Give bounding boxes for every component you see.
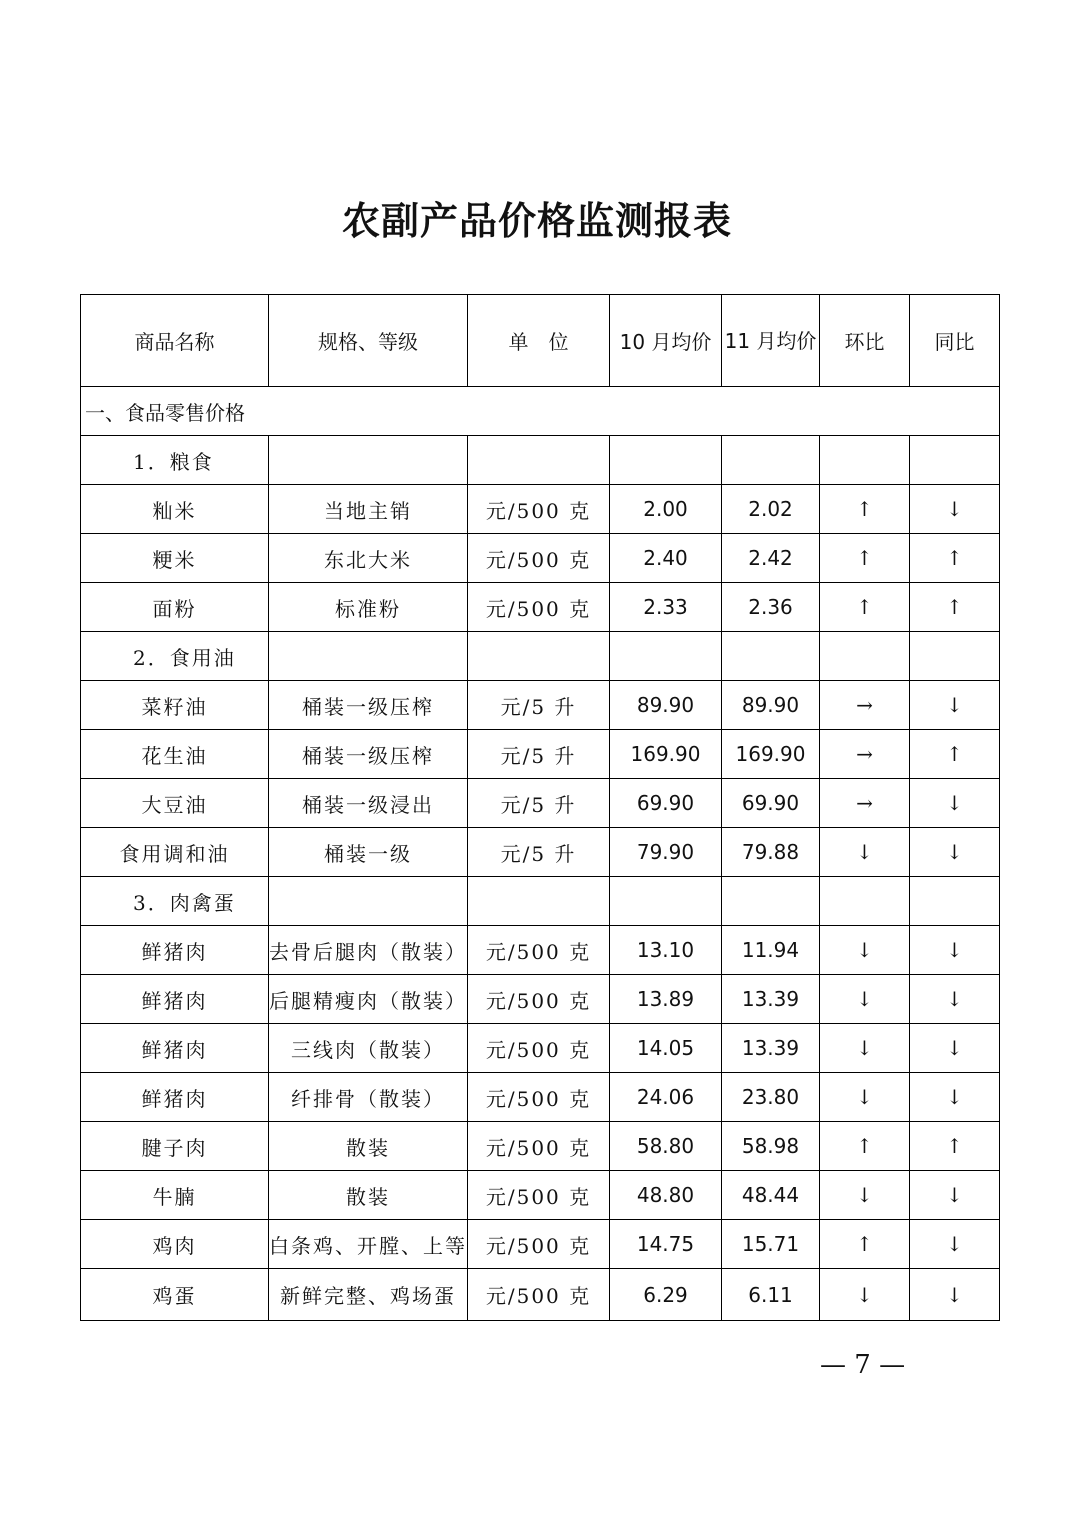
item-name: 鲜猪肉 — [81, 975, 269, 1024]
item-unit: 元/500 克 — [468, 1024, 610, 1073]
item-yoy-arrow: ↓ — [910, 1073, 1000, 1122]
item-unit: 元/500 克 — [468, 485, 610, 534]
item-mom-arrow: ↓ — [820, 828, 910, 877]
item-mom-arrow: → — [820, 779, 910, 828]
item-unit: 元/5 升 — [468, 681, 610, 730]
empty-cell — [722, 632, 820, 681]
table-row — [81, 534, 1000, 583]
item-yoy-arrow: ↓ — [910, 926, 1000, 975]
item-mom-arrow: ↓ — [820, 926, 910, 975]
item-unit: 元/500 克 — [468, 1220, 610, 1269]
item-unit: 元/500 克 — [468, 1269, 610, 1321]
item-name: 鸡肉 — [81, 1220, 269, 1269]
page-title: 农副产品价格监测报表 — [341, 198, 732, 243]
item-spec: 东北大米 — [269, 534, 468, 583]
empty-cell — [468, 436, 610, 485]
item-unit: 元/500 克 — [468, 926, 610, 975]
table-row — [81, 1220, 1000, 1269]
item-unit: 元/500 克 — [468, 975, 610, 1024]
item-name: 菜籽油 — [81, 681, 269, 730]
category-row — [81, 632, 1000, 681]
item-unit: 元/500 克 — [468, 1171, 610, 1220]
header-mom: 环比 — [820, 295, 910, 387]
item-spec: 散装 — [269, 1122, 468, 1171]
table-row — [81, 583, 1000, 632]
item-nov-price: 2.42 — [722, 534, 820, 583]
empty-cell — [910, 632, 1000, 681]
item-yoy-arrow: ↑ — [910, 583, 1000, 632]
empty-cell — [269, 436, 468, 485]
empty-cell — [610, 436, 722, 485]
item-name: 腱子肉 — [81, 1122, 269, 1171]
header-nov-price: 11 月均价 — [722, 295, 820, 387]
item-oct-price: 58.80 — [610, 1122, 722, 1171]
item-name: 粳米 — [81, 534, 269, 583]
header-unit: 单 位 — [468, 295, 610, 387]
item-name: 大豆油 — [81, 779, 269, 828]
item-oct-price: 13.10 — [610, 926, 722, 975]
item-spec: 当地主销 — [269, 485, 468, 534]
item-unit: 元/500 克 — [468, 534, 610, 583]
item-yoy-arrow: ↓ — [910, 1269, 1000, 1321]
category-name: 1．粮食 — [81, 436, 269, 485]
header-spec: 规格、等级 — [269, 295, 468, 387]
item-oct-price: 169.90 — [610, 730, 722, 779]
table-row — [81, 779, 1000, 828]
item-mom-arrow: ↓ — [820, 975, 910, 1024]
header-oct-price: 10 月均价 — [610, 295, 722, 387]
item-nov-price: 169.90 — [722, 730, 820, 779]
item-yoy-arrow: ↑ — [910, 1122, 1000, 1171]
item-mom-arrow: ↓ — [820, 1269, 910, 1321]
item-mom-arrow: ↓ — [820, 1024, 910, 1073]
table-row — [81, 1171, 1000, 1220]
item-yoy-arrow: ↑ — [910, 730, 1000, 779]
item-mom-arrow: ↑ — [820, 485, 910, 534]
item-oct-price: 14.05 — [610, 1024, 722, 1073]
item-oct-price: 48.80 — [610, 1171, 722, 1220]
item-yoy-arrow: ↓ — [910, 1171, 1000, 1220]
empty-cell — [820, 436, 910, 485]
empty-cell — [722, 877, 820, 926]
item-yoy-arrow: ↓ — [910, 681, 1000, 730]
section-row — [81, 387, 1000, 436]
item-oct-price: 14.75 — [610, 1220, 722, 1269]
item-spec: 散装 — [269, 1171, 468, 1220]
table-row — [81, 1024, 1000, 1073]
item-oct-price: 2.40 — [610, 534, 722, 583]
item-nov-price: 2.36 — [722, 583, 820, 632]
table-row — [81, 975, 1000, 1024]
item-oct-price: 13.89 — [610, 975, 722, 1024]
item-name: 面粉 — [81, 583, 269, 632]
empty-cell — [610, 632, 722, 681]
item-mom-arrow: → — [820, 730, 910, 779]
item-oct-price: 2.00 — [610, 485, 722, 534]
item-spec: 三线肉（散装） — [269, 1024, 468, 1073]
item-mom-arrow: ↑ — [820, 1122, 910, 1171]
item-unit: 元/500 克 — [468, 1073, 610, 1122]
page-number: — 7 — — [820, 1350, 906, 1380]
item-unit: 元/5 升 — [468, 730, 610, 779]
item-yoy-arrow: ↓ — [910, 975, 1000, 1024]
table-row — [81, 681, 1000, 730]
item-name: 鲜猪肉 — [81, 926, 269, 975]
item-spec: 桶装一级 — [269, 828, 468, 877]
item-unit: 元/5 升 — [468, 779, 610, 828]
price-table — [80, 294, 1000, 1321]
item-spec: 标准粉 — [269, 583, 468, 632]
item-yoy-arrow: ↑ — [910, 534, 1000, 583]
item-nov-price: 11.94 — [722, 926, 820, 975]
item-nov-price: 2.02 — [722, 485, 820, 534]
item-yoy-arrow: ↓ — [910, 485, 1000, 534]
item-oct-price: 79.90 — [610, 828, 722, 877]
item-oct-price: 89.90 — [610, 681, 722, 730]
category-row — [81, 877, 1000, 926]
empty-cell — [722, 436, 820, 485]
item-nov-price: 58.98 — [722, 1122, 820, 1171]
item-spec: 新鲜完整、鸡场蛋 — [269, 1269, 468, 1321]
empty-cell — [610, 877, 722, 926]
item-nov-price: 15.71 — [722, 1220, 820, 1269]
item-unit: 元/500 克 — [468, 1122, 610, 1171]
table-header-row — [81, 295, 1000, 387]
item-mom-arrow: ↑ — [820, 583, 910, 632]
empty-cell — [269, 877, 468, 926]
item-spec: 桶装一级压榨 — [269, 681, 468, 730]
category-name: 2．食用油 — [81, 632, 269, 681]
item-spec: 桶装一级压榨 — [269, 730, 468, 779]
item-unit: 元/500 克 — [468, 583, 610, 632]
item-oct-price: 69.90 — [610, 779, 722, 828]
item-mom-arrow: ↑ — [820, 534, 910, 583]
item-mom-arrow: ↑ — [820, 1220, 910, 1269]
item-yoy-arrow: ↓ — [910, 1024, 1000, 1073]
item-yoy-arrow: ↓ — [910, 779, 1000, 828]
table-row — [81, 1122, 1000, 1171]
item-mom-arrow: ↓ — [820, 1073, 910, 1122]
table-row — [81, 1269, 1000, 1321]
table-row — [81, 1073, 1000, 1122]
item-name: 食用调和油 — [81, 828, 269, 877]
item-nov-price: 13.39 — [722, 1024, 820, 1073]
empty-cell — [269, 632, 468, 681]
item-oct-price: 6.29 — [610, 1269, 722, 1321]
item-name: 鲜猪肉 — [81, 1024, 269, 1073]
table-row — [81, 485, 1000, 534]
item-nov-price: 69.90 — [722, 779, 820, 828]
table-row — [81, 926, 1000, 975]
empty-cell — [468, 632, 610, 681]
item-spec: 白条鸡、开膛、上等 — [269, 1220, 468, 1269]
item-spec: 去骨后腿肉（散装） — [269, 926, 468, 975]
section-title: 一、食品零售价格 — [81, 387, 1000, 436]
item-nov-price: 13.39 — [722, 975, 820, 1024]
item-name: 牛腩 — [81, 1171, 269, 1220]
item-mom-arrow: ↓ — [820, 1171, 910, 1220]
category-name: 3．肉禽蛋 — [81, 877, 269, 926]
item-nov-price: 6.11 — [722, 1269, 820, 1321]
item-name: 鸡蛋 — [81, 1269, 269, 1321]
item-oct-price: 24.06 — [610, 1073, 722, 1122]
item-name: 鲜猪肉 — [81, 1073, 269, 1122]
header-yoy: 同比 — [910, 295, 1000, 387]
table-row — [81, 828, 1000, 877]
item-spec: 后腿精瘦肉（散装） — [269, 975, 468, 1024]
header-name: 商品名称 — [81, 295, 269, 387]
item-spec: 纤排骨（散装） — [269, 1073, 468, 1122]
empty-cell — [820, 877, 910, 926]
empty-cell — [910, 877, 1000, 926]
item-nov-price: 89.90 — [722, 681, 820, 730]
item-spec: 桶装一级浸出 — [269, 779, 468, 828]
table-row — [81, 730, 1000, 779]
item-yoy-arrow: ↓ — [910, 1220, 1000, 1269]
category-row — [81, 436, 1000, 485]
item-yoy-arrow: ↓ — [910, 828, 1000, 877]
item-unit: 元/5 升 — [468, 828, 610, 877]
item-nov-price: 23.80 — [722, 1073, 820, 1122]
item-nov-price: 48.44 — [722, 1171, 820, 1220]
item-name: 籼米 — [81, 485, 269, 534]
empty-cell — [468, 877, 610, 926]
item-nov-price: 79.88 — [722, 828, 820, 877]
item-name: 花生油 — [81, 730, 269, 779]
price-table-body — [81, 295, 1000, 1321]
item-mom-arrow: → — [820, 681, 910, 730]
item-oct-price: 2.33 — [610, 583, 722, 632]
empty-cell — [910, 436, 1000, 485]
empty-cell — [820, 632, 910, 681]
